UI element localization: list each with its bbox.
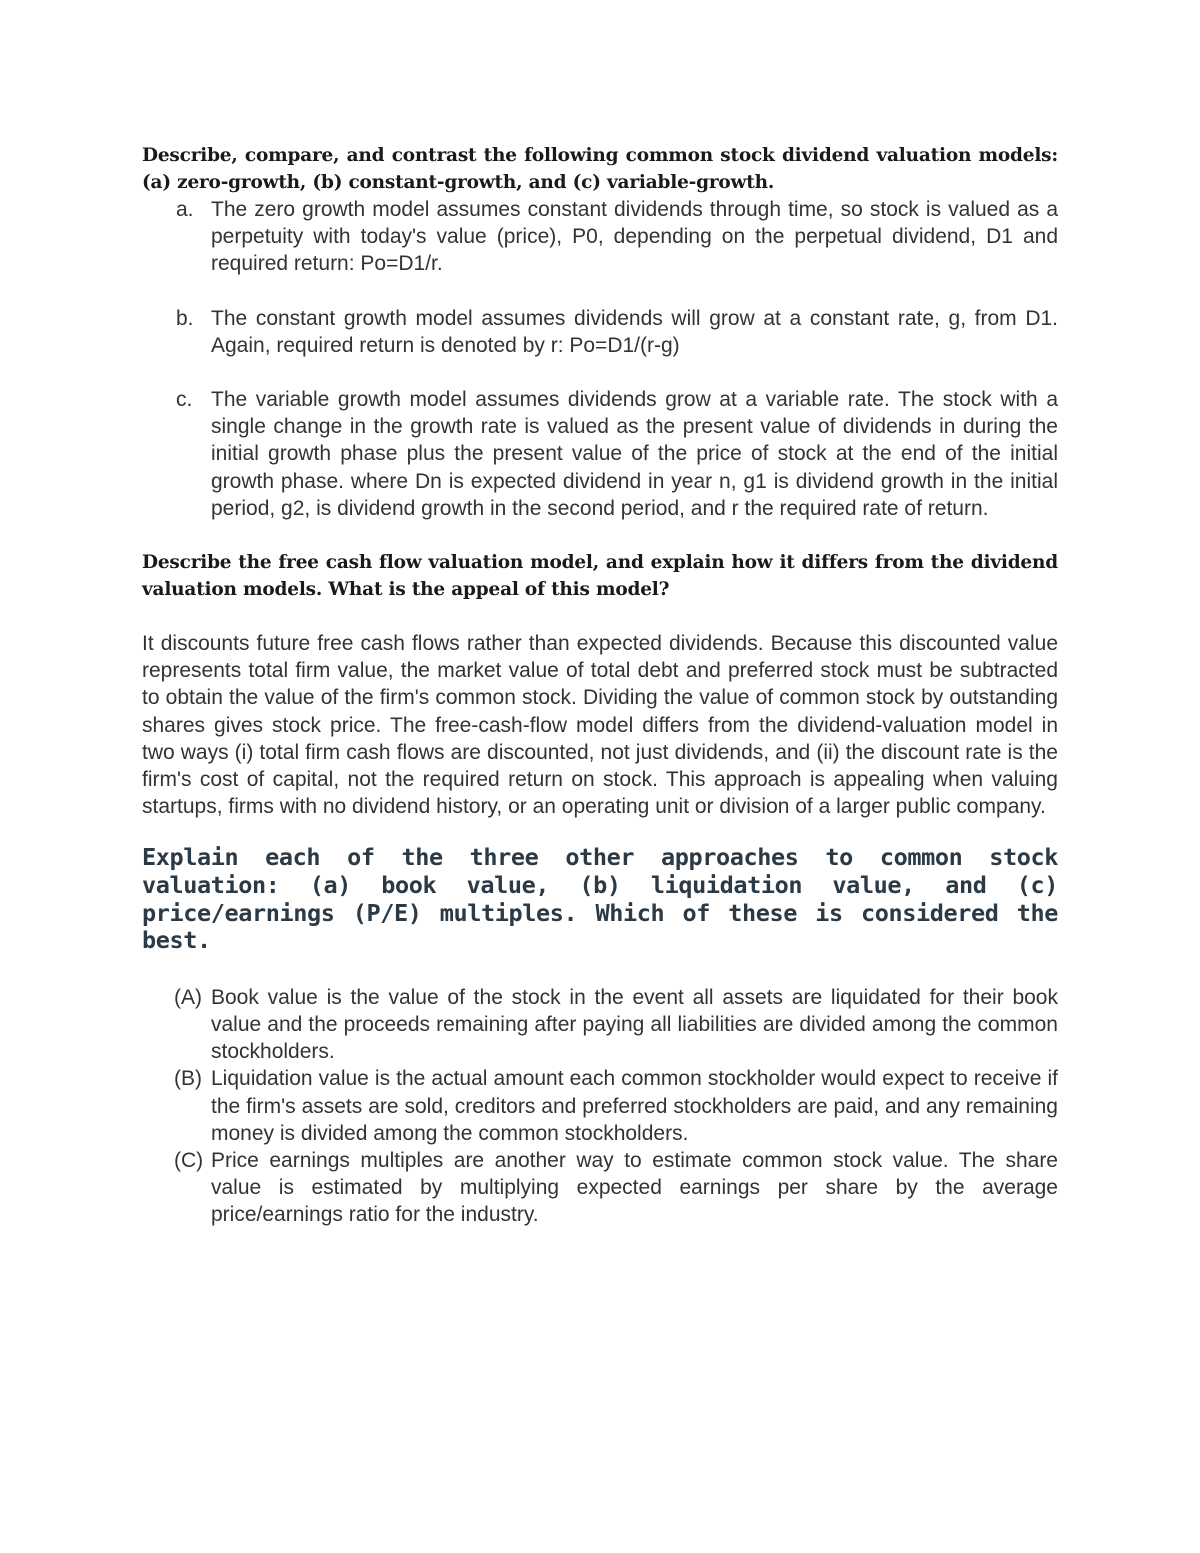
question-3-answers [142,984,1058,1229]
document-page [142,142,1058,1229]
answer-item [142,305,1058,359]
spacer [142,820,1058,844]
answer-item [142,1065,1058,1147]
spacer [142,955,1058,984]
answer-text: Liquidation value is the actual amount each common stockholder would expect to receive if the firm's assets are sold, creditors and preferred stockholders are paid, and any remaining money is divided among the common stockholders. [211,1067,1058,1145]
question-1-heading: Describe, compare, and contrast the following common stock dividend valuation models: (a) zero-growth, (b) constant-growth, and (c) variable-growth. [142,145,1058,193]
answer-text: The variable growth model assumes dividends grow at a variable rate. The stock with a single change in the growth rate is valued as the present value of dividends in during the initial growth phase plus the present value of the price of stock at the end of the initial growth phase. where Dn is expected dividend in year n, g1 is dividend growth in the initial period, g2, is dividend growth in the second period, and r the required rate of return. [211,388,1058,520]
spacer [142,359,1058,386]
question-2-answer: It discounts future free cash flows rather than expected dividends. Because this discounted value represents total firm value, the market value of total debt and preferred stock must be subtracted to obtain the value of the firm's common stock. Dividing the value of common stock by outstanding shares gives stock price. The free-cash-flow model differs from the dividend-valuation model in two ways (i) total firm cash flows are discounted, not just dividends, and (ii) the discount rate is the firm's cost of capital, not the required return on stock. This approach is appealing when valuing startups, firms with no dividend history, or an operating unit or division of a larger public company. [142,632,1058,819]
list-marker: b. [176,306,194,330]
spacer [142,603,1058,630]
answer-text: Price earnings multiples are another way to estimate common stock value. The share value is estimated by multiplying expected earnings per share by the average price/earnings ratio for the industry. [211,1149,1058,1227]
list-marker: a. [176,198,194,221]
list-marker: c. [176,388,193,412]
answer-item [142,386,1058,522]
question-3-heading: Explain each of the three other approaches to common stock valuation: (a) book value, (b) liquidation value, and (c) price/earnings (P/E) multiples. Which of these is considered the best. [142,843,1058,955]
answer-item [142,984,1058,1066]
spacer [142,522,1058,549]
list-marker: (B) [174,1067,202,1091]
list-marker: (A) [174,985,202,1009]
list-marker: (C) [174,1149,204,1173]
answer-item [142,1147,1058,1229]
answer-text: The zero growth model assumes constant dividends through time, so stock is valued as a perpetuity with today's value (price), P0, depending on the perpetual dividend, D1 and required return: Po=D1/r. [211,198,1058,276]
question-2-heading: Describe the free cash flow valuation model, and explain how it differs from the dividend valuation models. What is the appeal of this model? [142,552,1058,601]
question-1-answers [142,196,1058,522]
answer-item [142,196,1058,278]
answer-text: Book value is the value of the stock in the event all assets are liquidated for their book value and the proceeds remaining after paying all liabilities are divided among the common stockholders. [211,985,1058,1064]
answer-text: The constant growth model assumes dividends will grow at a constant rate, g, from D1. Again, required return is denoted by r: Po=D1/(r-g) [211,306,1058,357]
spacer [142,278,1058,305]
